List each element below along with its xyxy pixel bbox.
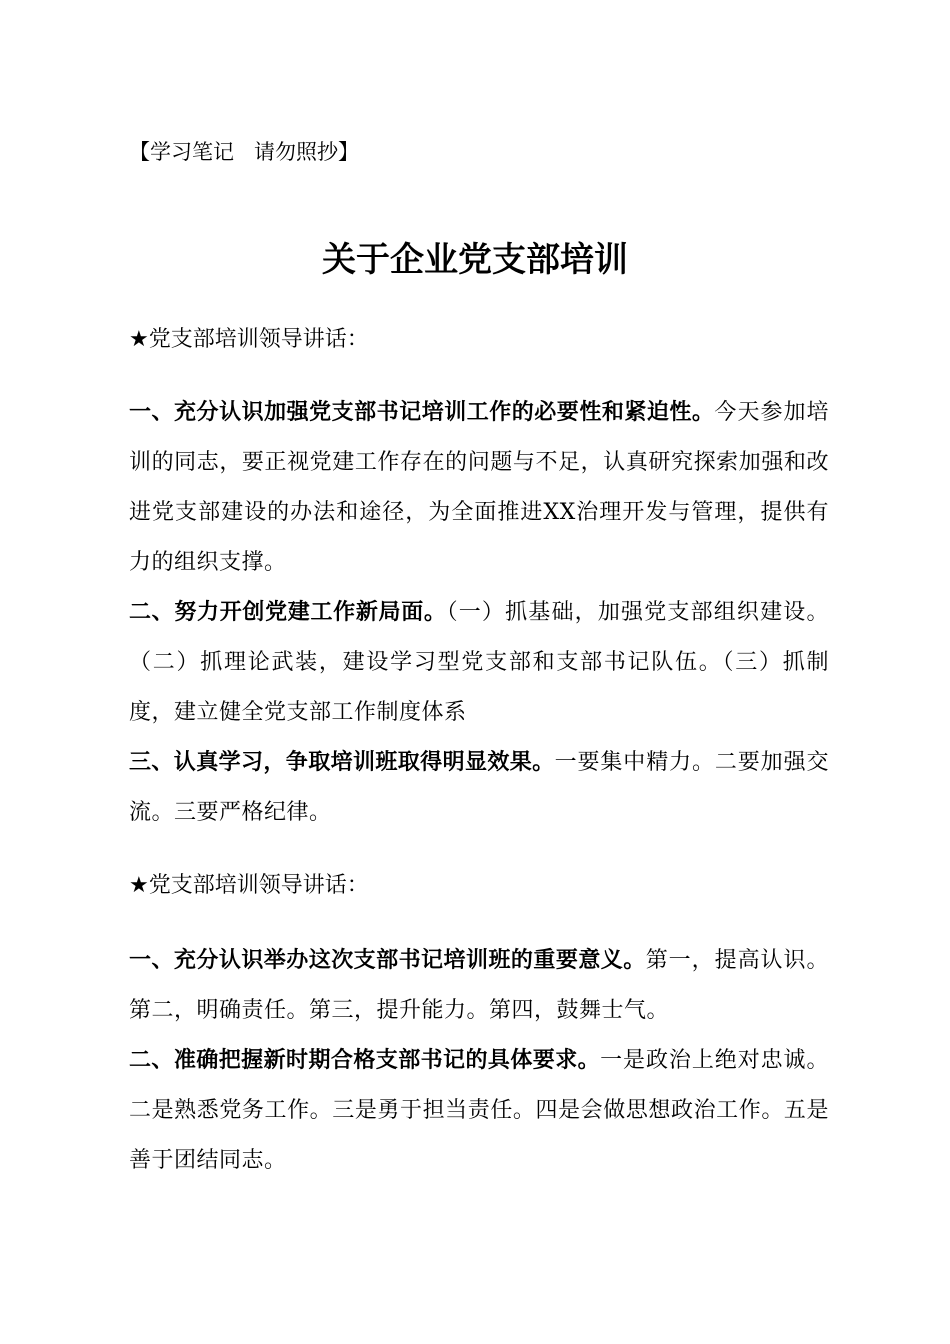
section-heading-2: ★党支部培训领导讲话： (129, 873, 369, 898)
section-heading-1: ★党支部培训领导讲话： (129, 327, 369, 352)
header-note: 【学习笔记 请勿照抄】 (129, 140, 360, 164)
document-title: 关于企业党支部培训 (322, 240, 628, 280)
paragraph-lead: 一、充分认识举办这次支部书记培训班的重要意义。 (129, 948, 646, 973)
paragraph-body: 今天参加培训的同志，要正视党建工作存在的问题与不足，认真研究探索加强和改进党支部建设的办法和途径，为全面推进XX治理开发与管理，提供有力的组织支撑。 (129, 400, 829, 575)
paragraph-body: 一是政治上绝对忠诚。二是熟悉党务工作。三是勇于担当责任。四是会做思想政治工作。五是善于团结同志。 (129, 1048, 829, 1173)
paragraph-1-3 (129, 738, 829, 838)
paragraph-2-1 (129, 936, 829, 1036)
paragraph-body: 第一，提高认识。第二，明确责任。第三，提升能力。第四，鼓舞士气。 (129, 948, 829, 1023)
paragraph-1-1 (129, 388, 829, 588)
paragraph-lead: 三、认真学习，争取培训班取得明显效果。 (129, 750, 555, 775)
paragraph-body: 一要集中精力。二要加强交流。三要严格纪律。 (129, 750, 829, 825)
paragraph-2-2 (129, 1036, 829, 1186)
paragraph-1-2 (129, 588, 829, 738)
paragraph-body: （一）抓基础，加强党支部组织建设。（二）抓理论武装，建设学习型党支部和支部书记队伍。（三）抓制度，建立健全党支部工作制度体系 (129, 600, 829, 725)
paragraph-lead: 二、准确把握新时期合格支部书记的具体要求。 (129, 1048, 601, 1073)
paragraph-lead: 二、努力开创党建工作新局面。 (129, 600, 447, 625)
paragraph-lead: 一、充分认识加强党支部书记培训工作的必要性和紧迫性。 (129, 400, 715, 425)
